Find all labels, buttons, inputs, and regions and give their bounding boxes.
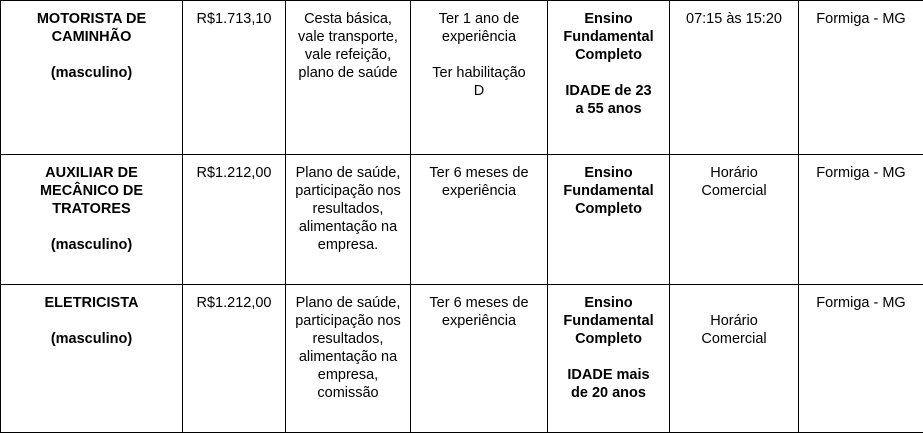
education-line: Ensino: [553, 164, 664, 182]
age-line: de 20 anos: [553, 384, 664, 402]
schedule-cell: [670, 155, 799, 285]
requirement-line: Ter 6 meses de: [416, 294, 542, 312]
age-line: a 55 anos: [553, 100, 664, 118]
education-line: Ensino: [553, 10, 664, 28]
schedule-line: 07:15 às 15:20: [675, 10, 793, 28]
education-cell: [548, 285, 670, 433]
benefits-line: empresa,: [291, 366, 405, 384]
job-title-cell: [1, 1, 183, 155]
benefits-cell: [286, 1, 411, 155]
benefits-cell: [286, 285, 411, 433]
benefits-line: resultados,: [291, 330, 405, 348]
benefits-line: empresa.: [291, 236, 405, 254]
requirements-cell: [411, 155, 548, 285]
location-cell: [799, 285, 923, 433]
requirement-line: experiência: [416, 182, 542, 200]
location-cell: [799, 155, 923, 285]
requirements-cell: [411, 285, 548, 433]
location-cell: [799, 1, 923, 155]
education-line: Fundamental: [553, 312, 664, 330]
salary-cell: [183, 285, 286, 433]
benefits-line: participação nos: [291, 182, 405, 200]
education-line: Completo: [553, 200, 664, 218]
requirement-line: experiência: [416, 28, 542, 46]
benefits-line: alimentação na: [291, 348, 405, 366]
job-gender: (masculino): [6, 64, 177, 82]
job-title-line: MOTORISTA DE: [6, 10, 177, 28]
job-title-line: AUXILIAR DE: [6, 164, 177, 182]
age-line: IDADE mais: [553, 366, 664, 384]
education-cell: [548, 1, 670, 155]
requirements-cell: [411, 1, 548, 155]
job-title-cell: [1, 155, 183, 285]
schedule-line: Comercial: [675, 330, 793, 348]
benefits-line: alimentação na: [291, 218, 405, 236]
benefits-line: Cesta básica,: [291, 10, 405, 28]
location-value: Formiga - MG: [804, 294, 918, 312]
education-cell: [548, 155, 670, 285]
job-gender: (masculino): [6, 236, 177, 254]
education-line: Fundamental: [553, 28, 664, 46]
benefits-line: comissão: [291, 384, 405, 402]
education-line: Completo: [553, 46, 664, 64]
benefits-cell: [286, 155, 411, 285]
table-row: [1, 1, 923, 155]
education-line: Fundamental: [553, 182, 664, 200]
salary-value: R$1.212,00: [188, 164, 280, 182]
salary-value: R$1.713,10: [188, 10, 280, 28]
requirement-line: D: [416, 82, 542, 100]
requirement-line: Ter 1 ano de: [416, 10, 542, 28]
job-title-line: ELETRICISTA: [6, 294, 177, 312]
salary-cell: [183, 1, 286, 155]
requirement-line: experiência: [416, 312, 542, 330]
job-title-cell: [1, 285, 183, 433]
benefits-line: participação nos: [291, 312, 405, 330]
age-line: IDADE de 23: [553, 82, 664, 100]
benefits-line: vale transporte,: [291, 28, 405, 46]
job-title-line: TRATORES: [6, 200, 177, 218]
table-row: [1, 155, 923, 285]
schedule-cell: [670, 285, 799, 433]
schedule-cell: [670, 1, 799, 155]
schedule-line: Horário: [675, 312, 793, 330]
job-title-line: CAMINHÃO: [6, 28, 177, 46]
education-line: Completo: [553, 330, 664, 348]
schedule-line: Horário: [675, 164, 793, 182]
benefits-line: Plano de saúde,: [291, 294, 405, 312]
requirement-line: Ter 6 meses de: [416, 164, 542, 182]
job-gender: (masculino): [6, 330, 177, 348]
schedule-line: Comercial: [675, 182, 793, 200]
requirement-line: Ter habilitação: [416, 64, 542, 82]
benefits-line: resultados,: [291, 200, 405, 218]
education-line: Ensino: [553, 294, 664, 312]
salary-cell: [183, 155, 286, 285]
location-value: Formiga - MG: [804, 10, 918, 28]
benefits-line: Plano de saúde,: [291, 164, 405, 182]
salary-value: R$1.212,00: [188, 294, 280, 312]
table-row: [1, 285, 923, 433]
benefits-line: vale refeição,: [291, 46, 405, 64]
job-title-line: MECÂNICO DE: [6, 182, 177, 200]
benefits-line: plano de saúde: [291, 64, 405, 82]
location-value: Formiga - MG: [804, 164, 918, 182]
